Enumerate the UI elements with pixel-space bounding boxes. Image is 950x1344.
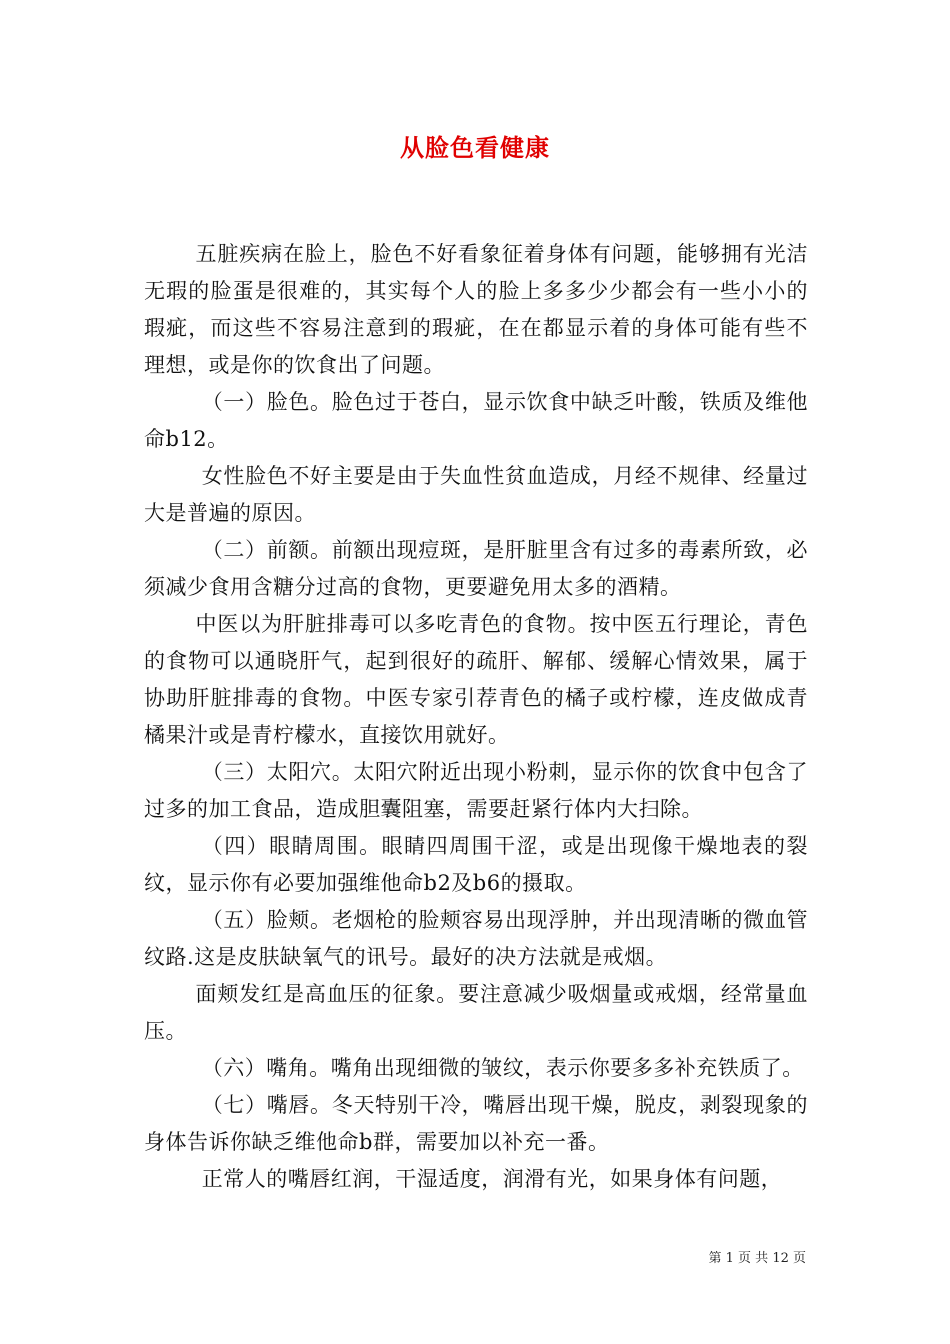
paragraph-forehead: （二）前额。前额出现痘斑，是肝脏里含有过多的毒素所致，必须减少食用含糖分过高的食物，更要避免用太多的酒精。 bbox=[144, 538, 808, 599]
paragraph-mouth-corners: （六）嘴角。嘴角出现细微的皱纹，表示你要多多补充铁质了。 bbox=[201, 1056, 804, 1080]
paragraph-eyes: （四）眼睛周围。眼睛四周围干涩，或是出现像干燥地表的裂纹，显示你有必要加强维他命b2及b6的摄取。 bbox=[144, 834, 808, 895]
paragraph-liver-detox: 中医以为肝脏排毒可以多吃青色的食物。按中医五行理论，青色的食物可以通晓肝气，起到很好的疏肝、解郁、缓解心情效果，属于协助肝脏排毒的食物。中医专家引荐青色的橘子或柠檬，连皮做成青橘果汁或是青柠檬水，直接饮用就好。 bbox=[144, 612, 808, 747]
page-number: 第 1 页 共 12 页 bbox=[708, 1251, 806, 1266]
paragraph-cheeks: （五）脸颊。老烟枪的脸颊容易出现浮肿，并出现清晰的微血管纹路.这是皮肤缺氧气的讯号。最好的决方法就是戒烟。 bbox=[144, 908, 808, 969]
document-title: 从脸色看健康 bbox=[400, 133, 550, 162]
paragraph-temples: （三）太阳穴。太阳穴附近出现小粉刺，显示你的饮食中包含了过多的加工食品，造成胆囊阻塞，需要赶紧行体内大扫除。 bbox=[144, 760, 808, 821]
paragraph-face-color: （一）脸色。脸色过于苍白，显示饮食中缺乏叶酸，铁质及维他命b12。 bbox=[144, 390, 808, 451]
paragraph-normal-lips: 正常人的嘴唇红润，干湿适度，润滑有光，如果身体有问题， bbox=[201, 1167, 783, 1191]
paragraph-lips: （七）嘴唇。冬天特别干冷，嘴唇出现干燥，脱皮，剥裂现象的身体告诉你缺乏维他命b群，需要加以补充一番。 bbox=[144, 1093, 808, 1154]
paragraph-red-cheeks: 面颊发红是高血压的征象。要注意减少吸烟量或戒烟，经常量血压。 bbox=[144, 982, 808, 1043]
document-body bbox=[144, 236, 808, 1198]
paragraph-intro: 五脏疾病在脸上，脸色不好看象征着身体有问题，能够拥有光洁无瑕的脸蛋是很难的，其实每个人的脸上多多少少都会有一些小小的瑕疵，而这些不容易注意到的瑕疵，在在都显示着的身体可能有些不理想，或是你的饮食出了问题。 bbox=[144, 242, 808, 377]
paragraph-female-face-color: 女性脸色不好主要是由于失血性贫血造成，月经不规律、经量过大是普遍的原因。 bbox=[144, 464, 808, 525]
